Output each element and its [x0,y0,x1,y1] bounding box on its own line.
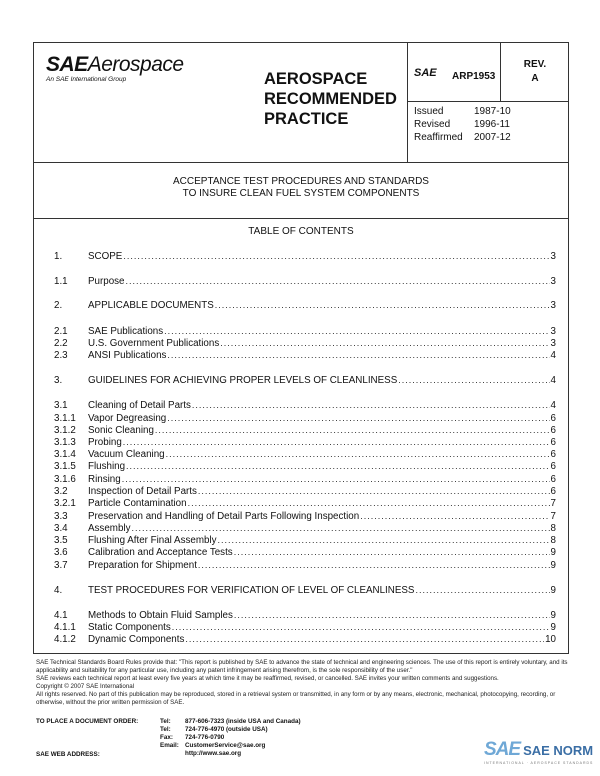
toc-entry [54,349,556,362]
toc-page: 4 [550,400,556,411]
toc-page: 6 [550,413,556,424]
contact-row [160,726,301,734]
date-row [414,131,511,144]
website-link[interactable]: http://www.sae.org [185,750,242,757]
divider [500,43,501,101]
toc-entry [54,584,556,597]
toc-entry [54,399,556,412]
date-row [414,105,511,118]
toc-leader [234,546,550,559]
toc-page: 10 [545,634,556,645]
toc-page: 6 [550,449,556,460]
toc-page: 7 [550,498,556,509]
toc-title: TEST PROCEDURES FOR VERIFICATION OF LEVEL OF CLEANLINESS [88,585,415,596]
sae-mark: SAE [414,67,437,79]
toc-number: 3.2 [54,486,68,497]
toc-title: ANSI Publications [88,350,167,361]
date-value: 1987-10 [474,106,511,117]
date-value: 1996-11 [474,119,510,130]
toc-page: 8 [550,523,556,534]
toc-title: Purpose [88,276,125,287]
toc-title: Assembly [88,523,131,534]
toc-number: 2.2 [54,338,68,349]
toc-title: Dynamic Components [88,634,185,645]
date-value: 2007-12 [474,132,511,143]
toc-number: 2. [54,300,63,311]
toc-number: 4. [54,585,63,596]
toc-title: SCOPE [88,251,123,262]
toc-page: 8 [550,535,556,546]
contact-key: Email: [160,742,179,749]
toc-leader [215,299,550,312]
doc-type-line: RECOMMENDED [264,90,397,108]
footer-rules: SAE Technical Standards Board Rules provide that: "This report is published by SAE to advance the state of technical and engineering sciences. The use of this report is entirely voluntary, and its applicability and suitability for any particular use, including any patent infringement arising therefrom, is the sole responsibility of the user." [36,659,568,675]
document-type [264,69,397,129]
toc-number: 3.1.4 [54,449,76,460]
contact-row [160,718,301,726]
toc-page: 7 [550,511,556,522]
toc-title: GUIDELINES FOR ACHIEVING PROPER LEVELS OF CLEANLINESS [88,375,398,386]
title-line: ACCEPTANCE TEST PROCEDURES AND STANDARDS [173,176,429,187]
footer-copyright: Copyright © 2007 SAE International [36,683,135,691]
contact-row [160,742,301,750]
toc-number: 3.1 [54,400,68,411]
logo-subtitle: An SAE International Group [46,76,127,83]
toc-title: Inspection of Detail Parts [88,486,197,497]
toc-number: 3.1.3 [54,437,76,448]
toc-page: 9 [550,622,556,633]
toc-page: 4 [550,375,556,386]
toc-number: 3.1.2 [54,425,76,436]
divider [407,43,408,162]
toc-entry [54,460,556,473]
toc-page: 9 [550,585,556,596]
toc-page: 3 [550,276,556,287]
contact-key: Fax: [160,734,173,741]
toc-title: Rinsing [88,474,121,485]
toc-entry [54,497,556,510]
toc-number: 3.3 [54,511,68,522]
divider [407,101,568,102]
toc-entry [54,559,556,572]
revision-value: A [531,73,539,84]
toc-title: Vacuum Cleaning [88,449,165,460]
contact-value: 724-776-0790 [185,734,225,741]
toc-number: 3.6 [54,547,68,558]
contact-email[interactable]: CustomerService@sae.org [185,742,266,749]
toc-title: Methods to Obtain Fluid Samples [88,610,233,621]
toc-title: Cleaning of Detail Parts [88,400,191,411]
footer-rights: All rights reserved. No part of this publication may be reproduced, stored in a retrieval system or transmitted, in any form or by any means, electronic, mechanical, photocopying, recording, or otherwise, without the prior written permission of SAE. [36,691,556,707]
toc-title: Particle Contamination [88,498,187,509]
toc-number: 3.7 [54,560,68,571]
toc-page: 3 [550,326,556,337]
toc-entry [54,275,556,288]
document-dates [414,105,511,144]
toc-page: 6 [550,461,556,472]
brand-norm: SAE NORM [523,742,594,758]
toc-entry [54,374,556,387]
toc-number: 3. [54,375,63,386]
toc-heading: TABLE OF CONTENTS [248,226,354,237]
logo-bold: SAE [46,53,88,76]
toc-title: Calibration and Acceptance Tests [88,547,233,558]
divider [34,218,568,219]
order-label: TO PLACE A DOCUMENT ORDER: [36,718,139,725]
toc-page: 6 [550,425,556,436]
toc-title: Static Components [88,622,171,633]
toc-title: SAE Publications [88,326,164,337]
toc-leader [123,250,549,263]
sae-aerospace-logo [46,53,184,83]
toc-page: 9 [550,610,556,621]
toc-number: 3.5 [54,535,68,546]
toc-number: 4.1.2 [54,634,76,645]
brand-sae: SAE [484,739,521,760]
toc-title: Preservation and Handling of Detail Parts Following Inspection [88,511,360,522]
toc-title: Flushing After Final Assembly [88,535,217,546]
title-line: TO INSURE CLEAN FUEL SYSTEM COMPONENTS [182,188,420,199]
date-label: Revised [414,119,451,130]
toc-entry [54,546,556,559]
doc-type-line: AEROSPACE [264,70,368,88]
toc-title: Preparation for Shipment [88,560,197,571]
document-number: ARP1953 [452,71,496,82]
toc-leader [398,374,549,387]
toc-page: 6 [550,474,556,485]
document-frame [33,42,569,654]
toc-leader [415,584,549,597]
toc-entry [54,299,556,312]
contact-value: 724-776-4970 (outside USA) [185,726,268,733]
toc-number: 2.1 [54,326,68,337]
toc-page: 3 [550,300,556,311]
toc-number: 3.1.6 [54,474,76,485]
date-label: Reaffirmed [414,132,463,143]
toc-page: 3 [550,251,556,262]
contact-key: Tel: [160,718,171,725]
sae-norm-logo [484,739,593,761]
toc-title: Sonic Cleaning [88,425,154,436]
date-row [414,118,511,131]
contact-value: 877-606-7323 (inside USA and Canada) [185,718,301,725]
toc-title: Flushing [88,461,126,472]
toc-page: 3 [550,338,556,349]
toc-number: 1.1 [54,276,68,287]
document-title [34,176,568,200]
toc-entry [54,250,556,263]
date-label: Issued [414,106,444,117]
contact-row [160,750,301,758]
toc-number: 3.2.1 [54,498,76,509]
toc-number: 4.1.1 [54,622,76,633]
toc-number: 3.4 [54,523,68,534]
toc-title: Vapor Degreasing [88,413,167,424]
logo-rest: Aerospace [87,53,184,76]
toc-title: Probing [88,437,122,448]
contact-key: Tel: [160,726,171,733]
toc-number: 4.1 [54,610,68,621]
web-address-label: SAE WEB ADDRESS: [36,751,100,758]
toc-number: 1. [54,251,63,262]
brand-subtitle: INTERNATIONAL · AEROSPACE STANDARDS [484,761,594,765]
footer-notice [36,659,570,708]
divider [34,162,568,163]
footer-review: SAE reviews each technical report at least every five years at which time it may be reaffirmed, revised, or cancelled. SAE invites your written comments and suggestions. [36,675,499,683]
toc-title: APPLICABLE DOCUMENTS [88,300,214,311]
doc-type-line: PRACTICE [264,110,349,128]
toc-number: 2.3 [54,350,68,361]
toc-page: 9 [550,560,556,571]
toc-number: 3.1.1 [54,413,76,424]
contact-key [160,750,185,758]
toc-page: 6 [550,437,556,448]
toc-title: U.S. Government Publications [88,338,220,349]
toc-leader [126,275,550,288]
toc-page: 6 [550,486,556,497]
toc-page: 4 [550,350,556,361]
toc-leader [185,633,544,646]
toc-leader [192,399,550,412]
toc-leader [167,349,549,362]
contact-row [160,734,301,742]
toc-leader [198,559,550,572]
toc-number: 3.1.5 [54,461,76,472]
revision-label: REV. [523,59,547,70]
toc-entry [54,633,556,646]
toc-page: 9 [550,547,556,558]
toc-leader [188,497,550,510]
toc-leader [126,460,550,473]
